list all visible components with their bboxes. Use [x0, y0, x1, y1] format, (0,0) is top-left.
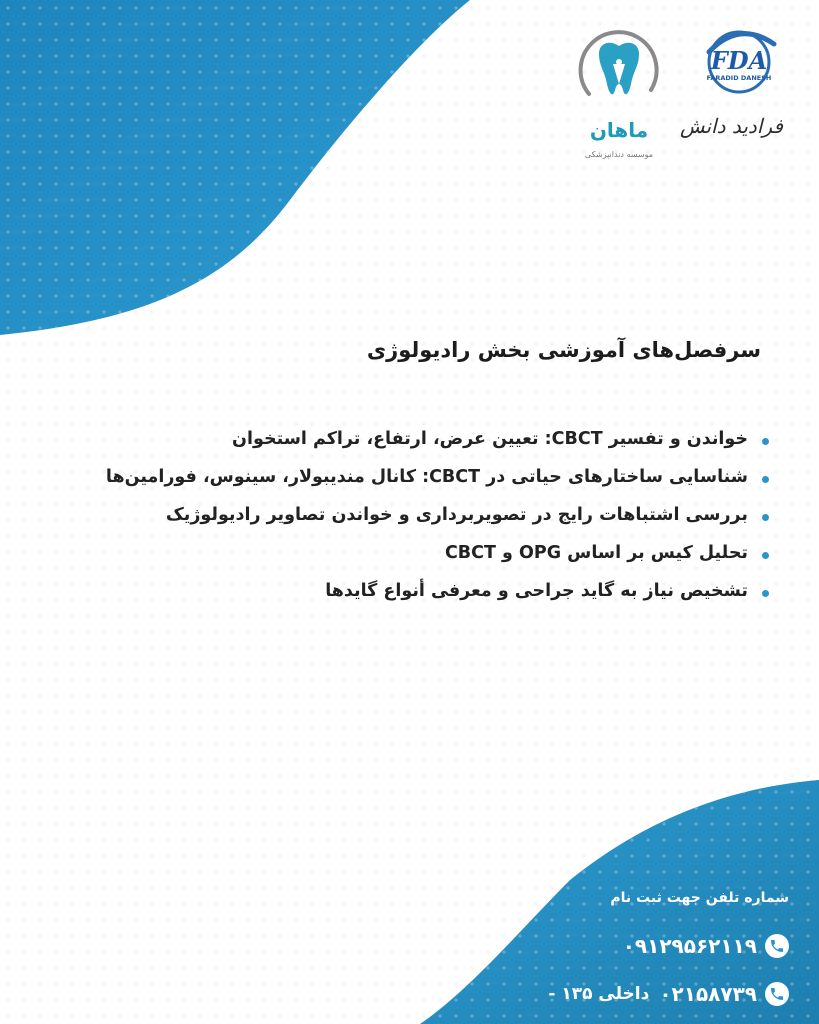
mahan-subtitle: موسسه دندانپزشکی — [584, 150, 654, 159]
mobile-row[interactable] — [489, 924, 789, 968]
list-item — [49, 420, 769, 458]
fda-fa-name: فرادید دانش — [679, 114, 783, 138]
topic-list — [49, 420, 769, 610]
footer-label: شماره تلفن جهت ثبت نام — [610, 890, 789, 906]
list-item — [49, 458, 769, 496]
bullet-icon — [762, 438, 769, 445]
topic-text: تشخیص نیاز به گاید جراحی و معرفی أنواع گایدها — [325, 581, 748, 601]
topic-text: تحلیل کیس بر اساس OPG و CBCT — [444, 543, 748, 563]
list-item — [49, 572, 769, 610]
fda-logo — [679, 22, 789, 162]
landline-number[interactable]: ۰۲۱۵۸۷۳۹ — [659, 982, 757, 1006]
logo-bar — [559, 22, 789, 162]
bullet-icon — [762, 514, 769, 521]
mahan-logo — [559, 22, 679, 172]
list-item — [49, 534, 769, 572]
fda-emblem-icon — [694, 22, 784, 100]
fda-en: FARADID DANESH — [706, 74, 772, 82]
phone-icon — [765, 982, 789, 1006]
list-item — [49, 496, 769, 534]
tooth-icon — [569, 24, 669, 114]
contact-footer — [489, 890, 789, 1016]
bullet-icon — [762, 552, 769, 559]
landline-row[interactable] — [489, 972, 789, 1016]
mahan-name: ماهان — [589, 118, 649, 142]
section-heading: سرفصل‌های آموزشی بخش رادیولوژی — [366, 338, 761, 362]
topic-text: خواندن و تفسیر CBCT: تعیین عرض، ارتفاع، تراکم استخوان — [232, 429, 748, 449]
topic-text: بررسی اشتباهات رایج در تصویربرداری و خواندن تصاویر رادیولوژیک — [165, 505, 748, 525]
topic-text: شناسایی ساختارهای حیاتی در CBCT: کانال مندیبولار، سینوس، فورامین‌ها — [105, 467, 748, 487]
bullet-icon — [762, 476, 769, 483]
phone-icon — [765, 934, 789, 958]
mobile-number[interactable]: ۰۹۱۲۹۵۶۲۱۱۹ — [622, 934, 757, 958]
extension-text: داخلی ۱۳۵ - — [548, 984, 650, 1004]
bullet-icon — [762, 590, 769, 597]
fda-letters: FDA — [710, 46, 768, 75]
